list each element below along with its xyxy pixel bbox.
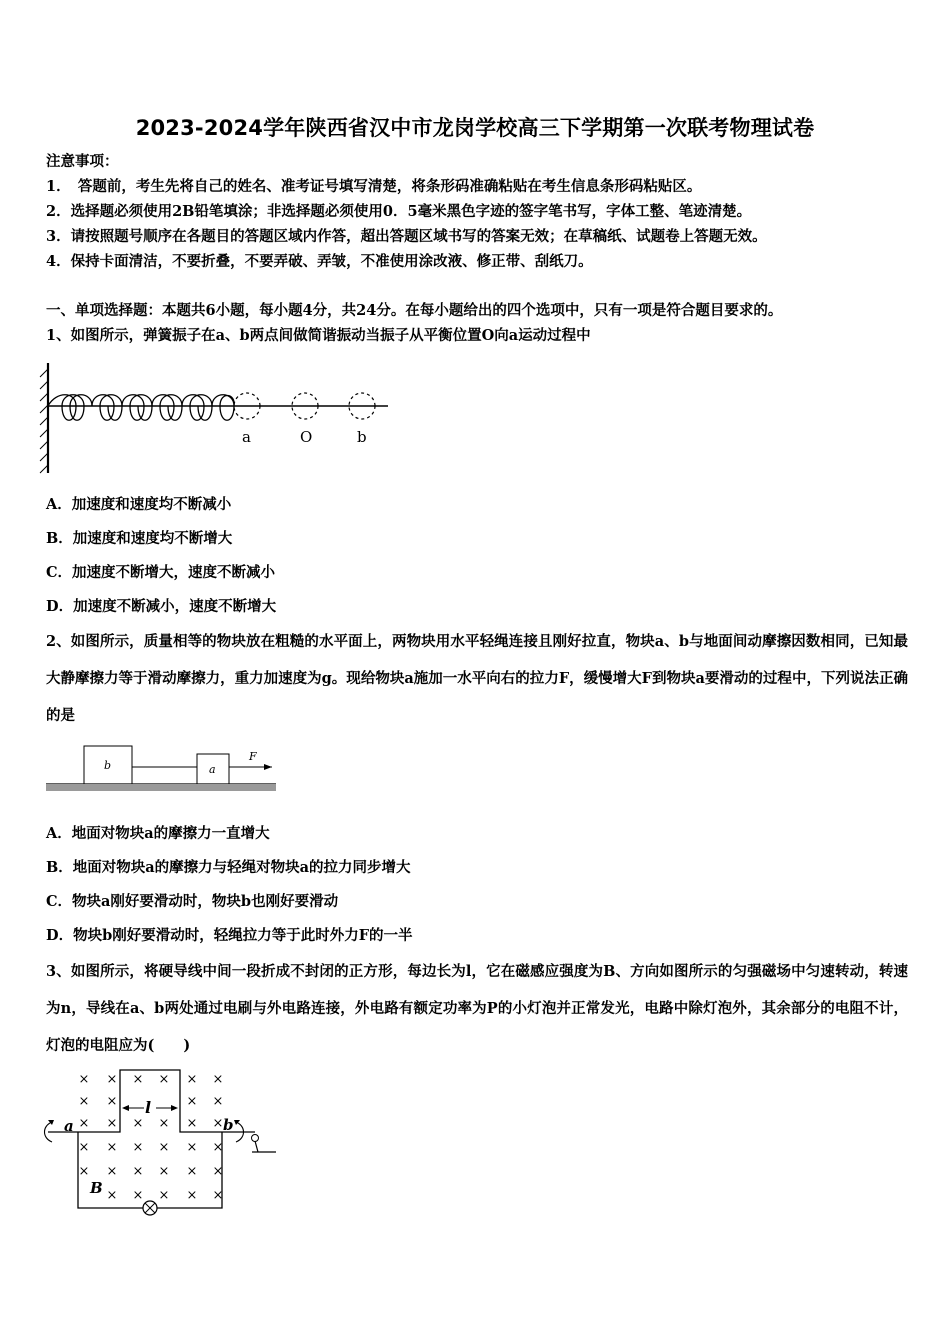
field-cross: × bbox=[106, 1140, 118, 1155]
force-arrow-head bbox=[264, 764, 272, 770]
field-cross: × bbox=[158, 1140, 170, 1155]
field-cross: × bbox=[158, 1116, 170, 1131]
q1-option-d: D．加速度不断减小，速度不断增大 bbox=[46, 598, 277, 615]
notice-heading: 注意事项： bbox=[46, 153, 119, 170]
q2-option-b: B．地面对物块a的摩擦力与轻绳对物块a的拉力同步增大 bbox=[46, 859, 411, 876]
label-l: l bbox=[145, 1098, 152, 1117]
blocks-figure bbox=[44, 740, 280, 796]
field-cross: × bbox=[78, 1094, 90, 1109]
field-cross: × bbox=[186, 1164, 198, 1179]
field-cross: × bbox=[186, 1116, 198, 1131]
q1-option-c: C．加速度不断增大，速度不断减小 bbox=[46, 564, 276, 581]
field-cross: × bbox=[132, 1188, 144, 1203]
field-cross: × bbox=[158, 1164, 170, 1179]
field-cross: × bbox=[186, 1094, 198, 1109]
label-force-f: F bbox=[249, 750, 257, 763]
field-cross: × bbox=[212, 1116, 224, 1131]
wall-hatching bbox=[40, 369, 48, 473]
field-cross: × bbox=[132, 1164, 144, 1179]
page-title: 2023-2024学年陕西省汉中市龙岗学校高三下学期第一次联考物理试卷 bbox=[135, 116, 815, 140]
q1-option-b: B．加速度和速度均不断增大 bbox=[46, 530, 233, 547]
field-cross: × bbox=[106, 1094, 118, 1109]
magnetic-loop-figure bbox=[40, 1060, 285, 1220]
field-cross: × bbox=[132, 1116, 144, 1131]
q2-option-d: D．物块b刚好要滑动时，轻绳拉力等于此时外力F的一半 bbox=[46, 927, 413, 944]
q3-stem: 3、如图所示，将硬导线中间一段折成不封闭的正方形，每边长为l，它在磁感应强度为B、方向如图所示的匀强磁场中匀速转动，转速为n，导线在a、b两处通过电刷与外电路连接，外电路有额定功率为P的小灯泡并正常发光，电路中除灯泡外，其余部分的电阻不计，灯泡的电阻应为( ) bbox=[46, 963, 908, 1054]
field-cross: × bbox=[106, 1116, 118, 1131]
q2-stem: 2、如图所示，质量相等的物块放在粗糙的水平面上，两物块用水平轻绳连接且刚好拉直，物块a、b与地面间动摩擦因数相同，已知最大静摩擦力等于滑动摩擦力，重力加速度为g。现给物块a施加一水平向右的拉力F，缓慢增大F到物块a要滑动的过程中，下列说法正确的是 bbox=[46, 633, 908, 724]
q2-option-a: A．地面对物块a的摩擦力一直增大 bbox=[46, 825, 270, 842]
field-cross: × bbox=[78, 1116, 90, 1131]
q1-option-a: A．加速度和速度均不断减小 bbox=[46, 496, 232, 513]
notice-item-1: 1． 答题前，考生先将自己的姓名、准考证号填写清楚，将条形码准确粘贴在考生信息条形码粘贴区。 bbox=[46, 178, 702, 195]
section-heading: 一、单项选择题：本题共6小题，每小题4分，共24分。在每小题给出的四个选项中，只有一项是符合题目要求的。 bbox=[46, 302, 783, 319]
field-cross: × bbox=[132, 1140, 144, 1155]
field-cross: × bbox=[212, 1094, 224, 1109]
label-a: a bbox=[242, 428, 251, 446]
field-cross: × bbox=[212, 1188, 224, 1203]
label-block-a: a bbox=[209, 763, 216, 776]
field-cross: × bbox=[158, 1072, 170, 1087]
label-block-b: b bbox=[104, 759, 112, 772]
label-field-b: B bbox=[90, 1179, 103, 1197]
field-cross: × bbox=[186, 1140, 198, 1155]
field-cross: × bbox=[106, 1072, 118, 1087]
field-cross: × bbox=[186, 1072, 198, 1087]
notice-item-3: 3．请按照题号顺序在各题目的答题区域内作答，超出答题区域书写的答案无效；在草稿纸、试题卷上答题无效。 bbox=[46, 228, 767, 245]
notice-item-4: 4．保持卡面清洁，不要折叠，不要弄破、弄皱，不准使用涂改液、修正带、刮纸刀。 bbox=[46, 253, 593, 270]
q2-option-c: C．物块a刚好要滑动时，物块b也刚好要滑动 bbox=[46, 893, 339, 910]
floor-hatching bbox=[46, 784, 276, 791]
label-b: b bbox=[357, 428, 367, 446]
field-cross: × bbox=[78, 1140, 90, 1155]
field-cross: × bbox=[106, 1164, 118, 1179]
field-cross: × bbox=[212, 1140, 224, 1155]
field-cross: × bbox=[212, 1072, 224, 1087]
spring-oscillator-figure bbox=[38, 355, 398, 480]
label-b: b bbox=[223, 1116, 234, 1134]
field-cross: × bbox=[158, 1188, 170, 1203]
field-cross: × bbox=[78, 1072, 90, 1087]
q1-stem: 1、如图所示，弹簧振子在a、b两点间做简谐振动当振子从平衡位置O向a运动过程中 bbox=[46, 327, 591, 344]
field-cross: × bbox=[132, 1072, 144, 1087]
field-cross: × bbox=[186, 1188, 198, 1203]
field-cross: × bbox=[106, 1188, 118, 1203]
label-a: a bbox=[64, 1117, 74, 1135]
field-cross: × bbox=[78, 1164, 90, 1179]
spring-coils bbox=[92, 395, 234, 421]
label-o: O bbox=[300, 428, 313, 446]
notice-item-2: 2．选择题必须使用2B铅笔填涂；非选择题必须使用0．5毫米黑色字迹的签字笔书写，字体工整、笔迹清楚。 bbox=[46, 203, 752, 220]
field-cross: × bbox=[212, 1164, 224, 1179]
